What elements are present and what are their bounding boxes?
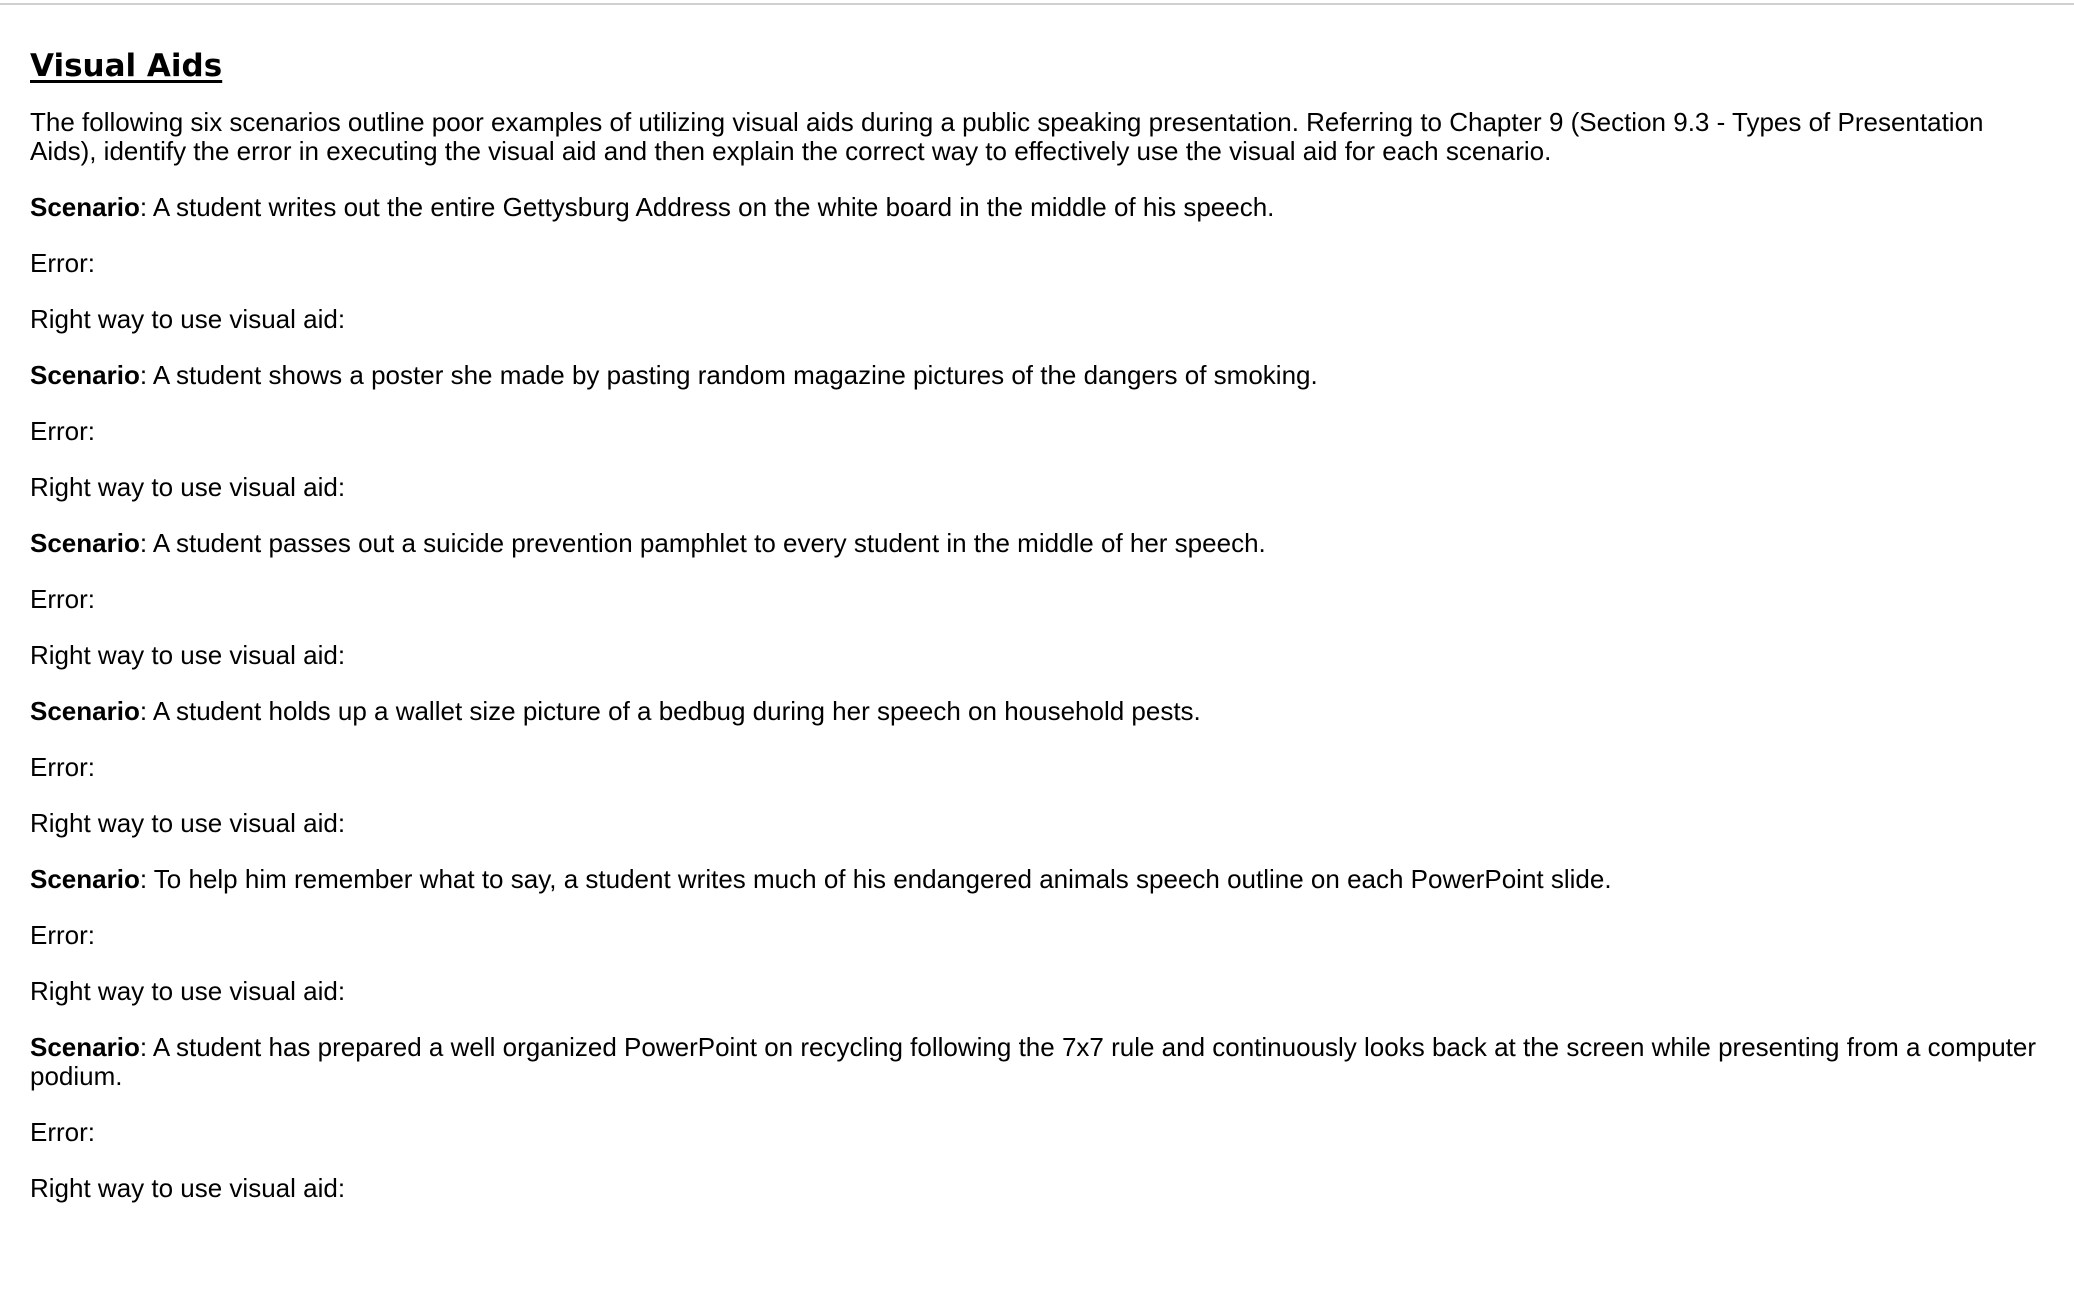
scenario-paragraph bbox=[30, 193, 2050, 222]
scenario-paragraph bbox=[30, 361, 2050, 390]
scenario-label: Scenario bbox=[30, 528, 140, 558]
right-way-label: Right way to use visual aid: bbox=[30, 976, 346, 1006]
intro-paragraph: The following six scenarios outline poor examples of utilizing visual aids during a public speaking presentation. Referring to Chapter 9 (Section 9.3 - Types of Presentation Aids), identify the error in executing the visual aid and then explain the correct way to effectively use the visual aid for each scenario. bbox=[30, 107, 1984, 166]
scenario-label: Scenario bbox=[30, 1032, 140, 1062]
top-divider bbox=[0, 3, 2074, 5]
scenario-text: : A student passes out a suicide prevention pamphlet to every student in the middle of her speech. bbox=[139, 528, 1266, 558]
scenario-label: Scenario bbox=[30, 192, 140, 222]
scenario-text: : A student shows a poster she made by pasting random magazine pictures of the dangers of smoking. bbox=[139, 360, 1318, 390]
scenario-text: : To help him remember what to say, a student writes much of his endangered animals speech outline on each PowerPoint slide. bbox=[139, 864, 1612, 894]
document-body bbox=[30, 46, 2050, 1230]
error-label: Error: bbox=[30, 1117, 95, 1147]
error-label: Error: bbox=[30, 584, 95, 614]
error-label: Error: bbox=[30, 752, 95, 782]
error-label: Error: bbox=[30, 416, 95, 446]
scenario-label: Scenario bbox=[30, 360, 140, 390]
scenario-label: Scenario bbox=[30, 864, 140, 894]
scenario-paragraph bbox=[30, 529, 2050, 558]
scenario-text: : A student writes out the entire Gettysburg Address on the white board in the middle of his speech. bbox=[139, 192, 1275, 222]
scenario-text: : A student has prepared a well organized PowerPoint on recycling following the 7x7 rule and continuously looks back at the screen while presenting from a computer podium. bbox=[30, 1032, 2037, 1091]
right-way-label: Right way to use visual aid: bbox=[30, 808, 346, 838]
error-label: Error: bbox=[30, 248, 95, 278]
scenario-paragraph bbox=[30, 865, 2050, 894]
error-label: Error: bbox=[30, 920, 95, 950]
right-way-label: Right way to use visual aid: bbox=[30, 304, 346, 334]
right-way-label: Right way to use visual aid: bbox=[30, 640, 346, 670]
right-way-label: Right way to use visual aid: bbox=[30, 472, 346, 502]
right-way-label: Right way to use visual aid: bbox=[30, 1173, 346, 1203]
scenario-paragraph bbox=[30, 1033, 2050, 1091]
page-title: Visual Aids bbox=[30, 48, 223, 84]
scenario-label: Scenario bbox=[30, 696, 140, 726]
scenario-text: : A student holds up a wallet size picture of a bedbug during her speech on household pests. bbox=[139, 696, 1201, 726]
scenario-paragraph bbox=[30, 697, 2050, 726]
